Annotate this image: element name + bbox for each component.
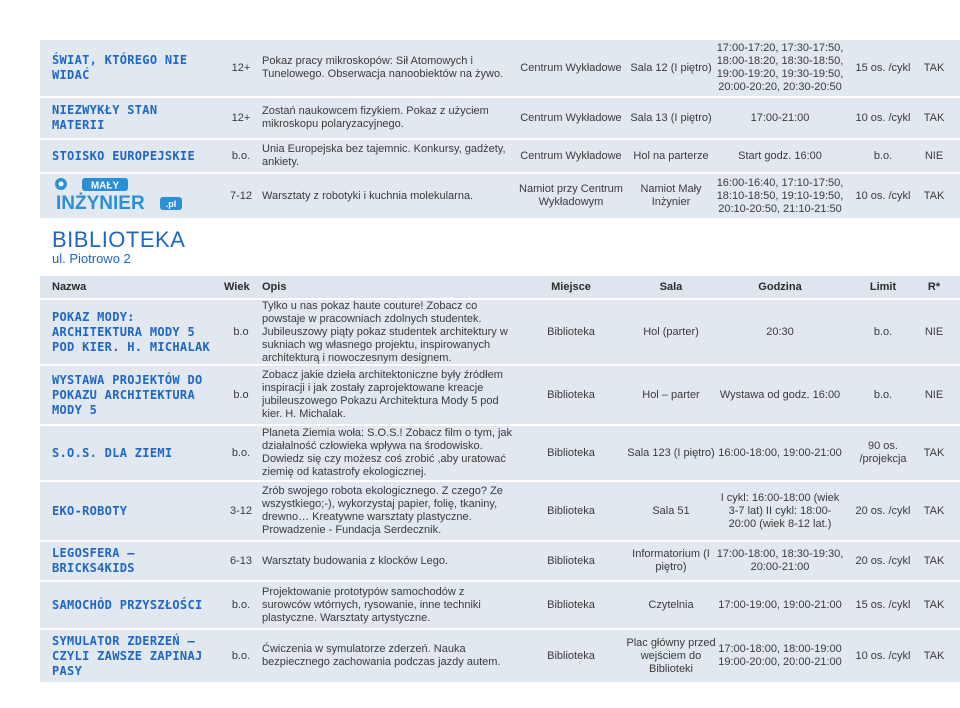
room-cell: Sala 51 (652, 504, 690, 517)
description-cell: Warsztaty z robotyki i kuchnia molekularna. (262, 189, 474, 202)
limit-cell: b.o. (873, 149, 893, 162)
limit-cell: 10 os. /cykl (855, 649, 911, 662)
room-cell: Czytelnia (648, 598, 694, 611)
table-header (40, 276, 960, 298)
table-row (40, 426, 960, 480)
event-name: SAMOCHÓD PRZYSZŁOŚCI (52, 597, 203, 612)
logo-graphic (52, 176, 192, 216)
limit-cell: 90 os. /projekcja (859, 440, 907, 465)
table-row (40, 300, 960, 364)
table-row (40, 366, 960, 424)
room-cell: Namiot Mały Inżynier (640, 183, 702, 208)
age-cell: b.o. (231, 649, 251, 662)
age-cell: 12+ (231, 61, 251, 74)
time-cell: I cykl: 16:00-18:00 (wiek 3-7 lat) II cykl: 18:00-20:00 (wiek 8-12 lat.) (720, 491, 840, 530)
description-cell: Planeta Ziemia woła: S.O.S.! Zobacz film o tym, jak działalność człowieka wpływa na środowisko. Dowiedz się czy możesz coś zrobić ,aby uratować ziemię od katastrofy ekologicznej. (262, 427, 513, 478)
place-cell: Biblioteka (547, 388, 595, 401)
description-cell: Ćwiczenia w symulatorze zderzeń. Nauka bezpiecznego zachowania podczas jazdy autem. (262, 643, 501, 668)
age-cell: 3-12 (229, 504, 253, 517)
description-cell: Warsztaty budowania z klocków Lego. (262, 554, 449, 567)
table-row (40, 40, 960, 96)
event-name: ŚWIAT, KTÓREGO NIE WIDAĆ (52, 53, 188, 82)
place-cell: Centrum Wykładowe (520, 149, 622, 162)
age-cell: b.o. (231, 149, 251, 162)
header-age: Wiek (224, 281, 250, 293)
event-name: SYMULATOR ZDERZEŃ – CZYLI ZAWSZE ZAPINAJ PASY (52, 633, 203, 678)
section-address: ul. Piotrowo 2 (52, 251, 131, 266)
description-cell: Unia Europejska bez tajemnic. Konkursy, gadżety, ankiety. (262, 143, 506, 168)
age-cell: b.o. (231, 446, 251, 459)
time-cell: 17:00-19:00, 19:00-21:00 (718, 598, 842, 611)
place-cell: Biblioteka (547, 504, 595, 517)
time-cell: Start godz. 16:00 (738, 149, 822, 162)
maly-inzynier-logo (52, 176, 192, 221)
event-name: POKAZ MODY: ARCHITEKTURA MODY 5 POD KIER. H. MICHALAK (52, 309, 211, 354)
age-cell: 7-12 (229, 189, 253, 202)
age-cell: b.o (233, 325, 249, 338)
limit-cell: 20 os. /cykl (855, 504, 911, 517)
limit-cell: b.o. (873, 325, 893, 338)
registration-cell: TAK (923, 446, 945, 459)
registration-cell: TAK (923, 554, 945, 567)
room-cell: Hol – parter (642, 388, 700, 401)
table-row (40, 140, 960, 172)
limit-cell: b.o. (873, 388, 893, 401)
table-row (40, 582, 960, 628)
header-place: Miejsce (551, 281, 591, 293)
description-cell: Zrób swojego robota ekologicznego. Z czego? Ze wszystkiego;-), wykorzystaj papier, folię, tkaniny, drewno… Kreatywne warsztaty plastyczne. Prowadzenie - Fundacja Serdecznik. (262, 485, 503, 536)
table-row (40, 482, 960, 540)
registration-cell: TAK (923, 649, 945, 662)
registration-cell: NIE (924, 388, 944, 401)
table-row (40, 542, 960, 580)
time-cell: 17:00-18:00, 18:00-19:00 19:00-20:00, 20:00-21:00 (718, 643, 842, 668)
description-cell: Zostań naukowcem fizykiem. Pokaz z użyciem mikroskopu polaryzacyjnego. (262, 105, 489, 130)
limit-cell: 15 os. /cykl (855, 598, 911, 611)
place-cell: Biblioteka (547, 649, 595, 662)
time-cell: Wystawa od godz. 16:00 (719, 388, 841, 401)
time-cell: 16:00-16:40, 17:10-17:50, 18:10-18:50, 19:10-19:50, 20:10-20:50, 21:10-21:50 (716, 176, 844, 215)
time-cell: 16:00-18:00, 19:00-21:00 (718, 446, 842, 459)
table-row (40, 98, 960, 138)
place-cell: Centrum Wykładowe (520, 61, 622, 74)
age-cell: 12+ (231, 111, 251, 124)
registration-cell: TAK (923, 111, 945, 124)
limit-cell: 15 os. /cykl (855, 61, 911, 74)
logo-suffix: .pl (165, 199, 177, 209)
place-cell: Biblioteka (547, 598, 595, 611)
age-cell: 6-13 (229, 554, 253, 567)
room-cell: Sala 13 (I piętro) (630, 111, 712, 124)
registration-cell: NIE (924, 149, 944, 162)
event-name: S.O.S. DLA ZIEMI (52, 445, 173, 460)
description-cell: Pokaz pracy mikroskopów: Sił Atomowych i Tunelowego. Obserwacja nanoobiektów na żywo. (262, 55, 504, 80)
limit-cell: 20 os. /cykl (855, 554, 911, 567)
age-cell: b.o (233, 388, 249, 401)
room-cell: Hol na parterze (633, 149, 709, 162)
logo-line2: INŻYNIER (56, 193, 145, 214)
place-cell: Centrum Wykładowe (520, 111, 622, 124)
registration-cell: TAK (923, 598, 945, 611)
limit-cell: 10 os. /cykl (855, 111, 911, 124)
age-cell: b.o. (231, 598, 251, 611)
time-cell: 17:00-17:20, 17:30-17:50, 18:00-18:20, 18:30-18:50, 19:00-19:20, 19:30-19:50, 20:00-20:20, 20:30-20:50 (716, 42, 844, 93)
limit-cell: 10 os. /cykl (855, 189, 911, 202)
event-name: LEGOSFERA – BRICKS4KIDS (52, 546, 135, 575)
room-cell: Informatorium (I piętro) (632, 548, 710, 573)
section-title: BIBLIOTEKA (52, 227, 186, 252)
place-cell: Biblioteka (547, 446, 595, 459)
event-name: WYSTAWA PROJEKTÓW DO POKAZU ARCHITEKTURA MODY 5 (52, 372, 203, 417)
header-time: Godzina (758, 281, 802, 293)
event-name: EKO-ROBOTY (52, 503, 128, 518)
place-cell: Biblioteka (547, 554, 595, 567)
room-cell: Sala 12 (I piętro) (630, 61, 712, 74)
table-row (40, 174, 960, 218)
registration-cell: TAK (923, 504, 945, 517)
time-cell: 17:00-21:00 (750, 111, 810, 124)
registration-cell: TAK (923, 189, 945, 202)
description-cell: Tylko u nas pokaz haute couture! Zobacz co powstaje w pracowniach zdolnych studentek. Jubileuszowy piąty pokaz studentek architektury w sukniach wg własnego projektu, inspirowanych architekturą i nowoczesnym designem. (262, 299, 508, 364)
header-description: Opis (262, 281, 287, 293)
header-name: Nazwa (52, 281, 87, 293)
registration-cell: TAK (923, 61, 945, 74)
header-registration: R* (927, 281, 941, 293)
table-row (40, 630, 960, 682)
header-room: Sala (659, 281, 683, 293)
description-cell: Zobacz jakie dzieła architektoniczne były źródłem inspiracji i jak zostały zaprojektowane kreacje jubileuszowego Pokazu Architektura Mody 5 pod kier. H. Michalak. (262, 369, 503, 420)
logo-line1: MAŁY (90, 180, 120, 192)
registration-cell: NIE (924, 325, 944, 338)
place-cell: Biblioteka (547, 325, 595, 338)
header-limit: Limit (869, 281, 897, 293)
room-cell: Sala 123 (I piętro) (627, 446, 715, 459)
room-cell: Plac główny przed wejściem do Biblioteki (626, 636, 716, 675)
time-cell: 17:00-18:00, 18:30-19:30, 20:00-21:00 (716, 548, 844, 573)
description-cell: Projektowanie prototypów samochodów z surowców wtórnych, rysowanie, inne techniki plastyczne. Warsztaty artystyczne. (262, 585, 481, 624)
room-cell: Hol (parter) (643, 325, 699, 338)
place-cell: Namiot przy Centrum Wykładowym (519, 183, 623, 208)
event-name: STOISKO EUROPEJSKIE (52, 148, 195, 163)
time-cell: 20:30 (766, 325, 794, 338)
event-name: NIEZWYKŁY STAN MATERII (52, 103, 158, 132)
